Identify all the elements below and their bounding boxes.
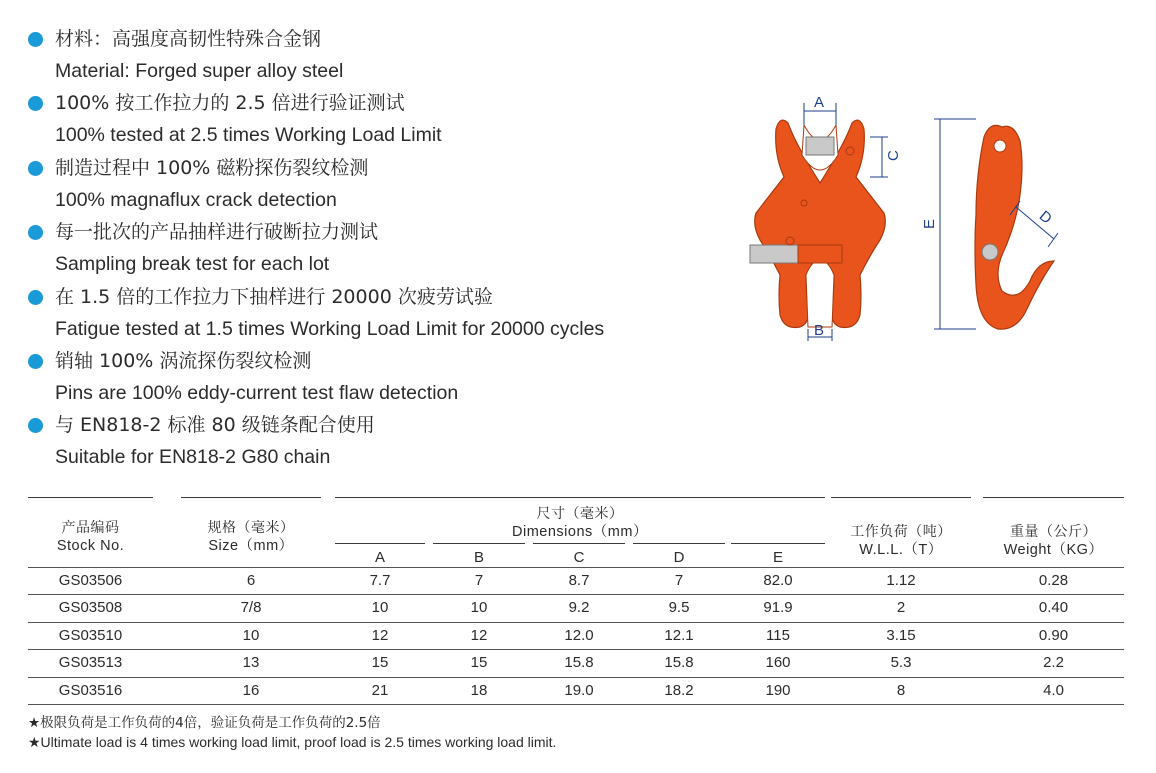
feature-en: 100% tested at 2.5 times Working Load Limit — [55, 124, 442, 147]
bullet-icon — [28, 161, 43, 176]
feature-list — [28, 26, 708, 477]
cell-a: 12 — [371, 626, 389, 644]
cell-stock: GS03513 — [58, 654, 123, 672]
bullet-icon — [28, 354, 43, 369]
cell-weight: 0.40 — [1038, 599, 1069, 617]
label-d: D — [1035, 207, 1056, 228]
feature-en: Material: Forged super alloy steel — [55, 60, 344, 82]
footnotes — [28, 714, 556, 752]
label-a: A — [814, 94, 825, 111]
cell-a: 10 — [371, 599, 389, 617]
cell-stock: GS03508 — [58, 599, 123, 617]
product-diagram — [740, 85, 1080, 345]
bullet-icon — [28, 418, 43, 433]
cell-d: 15.8 — [664, 654, 694, 672]
cell-d: 12.1 — [664, 626, 694, 644]
label-b: B — [814, 322, 825, 339]
header-dim-b: B — [473, 549, 484, 566]
feature-item — [28, 219, 708, 283]
cell-e: 91.9 — [763, 599, 793, 617]
cell-size: 6 — [246, 572, 256, 589]
cell-d: 7 — [674, 572, 684, 589]
cell-e: 115 — [766, 626, 790, 644]
cell-c: 19.0 — [564, 681, 594, 699]
header-size: 规格（毫米） Size（mm） — [207, 520, 295, 554]
feature-zh: 材料：高强度高韧性特殊合金钢 — [55, 28, 322, 50]
feature-item — [28, 348, 708, 412]
cell-b: 15 — [470, 654, 488, 672]
cell-stock: GS03510 — [58, 626, 123, 644]
bullet-icon — [28, 32, 43, 47]
feature-zh: 与 EN818-2 标准 80 级链条配合使用 — [55, 414, 375, 437]
label-c: C — [885, 150, 902, 161]
feature-zh: 100% 按工作拉力的 2.5 倍进行验证测试 — [55, 92, 405, 115]
spec-table — [28, 497, 1124, 705]
cell-wll: 5.3 — [890, 654, 912, 672]
cell-a: 21 — [371, 681, 389, 699]
bullet-icon — [28, 96, 43, 111]
feature-zh: 制造过程中 100% 磁粉探伤裂纹检测 — [55, 156, 369, 179]
cell-c: 9.2 — [568, 599, 590, 617]
cell-d: 9.5 — [668, 599, 690, 617]
feature-item — [28, 90, 708, 154]
table-row — [28, 594, 1124, 621]
header-dim-c: C — [573, 549, 585, 566]
table-row — [28, 567, 1124, 594]
cell-weight: 2.2 — [1043, 654, 1064, 672]
table-row — [28, 649, 1124, 676]
hook-drawing — [740, 85, 1080, 345]
front-view — [750, 120, 885, 327]
cell-e: 190 — [765, 681, 791, 699]
cell-c: 15.8 — [564, 654, 594, 672]
footnote-zh: ★极限负荷是工作负荷的4倍，验证负荷是工作负荷的2.5倍 — [28, 715, 381, 731]
bullet-icon — [28, 225, 43, 240]
cell-size: 13 — [242, 654, 260, 672]
feature-item — [28, 412, 708, 476]
cell-a: 7.7 — [369, 572, 391, 589]
header-dimensions: 尺寸（毫米） Dimensions（mm） — [512, 506, 648, 540]
cell-c: 8.7 — [568, 572, 590, 589]
table-body — [28, 567, 1124, 705]
feature-en: 100% magnaflux crack detection — [55, 188, 337, 211]
cell-b: 7 — [474, 572, 484, 589]
feature-en: Fatigue tested at 1.5 times Working Load Limit for 20000 cycles — [55, 317, 605, 340]
feature-zh: 在 1.5 倍的工作拉力下抽样进行 20000 次疲劳试验 — [55, 285, 493, 308]
side-view — [975, 125, 1054, 329]
cell-wll: 2 — [896, 599, 906, 617]
feature-item — [28, 155, 708, 219]
bullet-icon — [28, 290, 43, 305]
feature-en: Sampling break test for each lot — [55, 253, 330, 276]
cell-size: 16 — [242, 681, 260, 699]
header-dim-d: D — [673, 549, 685, 566]
cell-wll: 3.15 — [886, 626, 916, 644]
feature-en: Suitable for EN818-2 G80 chain — [55, 446, 331, 469]
cell-d: 18.2 — [664, 681, 694, 699]
cell-stock: GS03516 — [58, 681, 123, 699]
cell-weight: 0.28 — [1038, 572, 1069, 589]
feature-item — [28, 284, 708, 348]
cell-stock: GS03506 — [58, 572, 123, 589]
cell-b: 18 — [470, 681, 488, 699]
header-wll: 工作负荷（吨） W.L.L.（T） — [850, 524, 952, 558]
cell-a: 15 — [371, 654, 389, 672]
feature-item — [28, 26, 708, 90]
cell-c: 12.0 — [564, 626, 594, 644]
header-dim-e: E — [772, 549, 783, 566]
cell-size: 10 — [242, 626, 260, 644]
feature-en: Pins are 100% eddy-current test flaw detection — [55, 381, 459, 404]
cell-size: 7/8 — [240, 599, 262, 617]
cell-b: 10 — [470, 599, 488, 617]
table-header — [28, 503, 1124, 567]
header-weight: 重量（公斤） Weight（KG） — [1003, 524, 1104, 558]
hook-body — [975, 125, 1054, 329]
cell-weight: 0.90 — [1038, 626, 1069, 644]
header-dim-a: A — [374, 549, 385, 566]
cell-b: 12 — [470, 626, 488, 644]
table-row — [28, 622, 1124, 649]
footnote-en: ★Ultimate load is 4 times working load limit, proof load is 2.5 times working load limit. — [28, 734, 557, 750]
label-e: E — [921, 218, 938, 229]
feature-zh: 销轴 100% 涡流探伤裂纹检测 — [55, 349, 312, 372]
cell-wll: 1.12 — [886, 572, 916, 589]
feature-zh: 每一批次的产品抽样进行破断拉力测试 — [55, 221, 379, 244]
cell-e: 82.0 — [763, 572, 793, 589]
cell-e: 160 — [765, 654, 791, 672]
cell-weight: 4.0 — [1043, 681, 1064, 699]
table-row — [28, 677, 1124, 705]
header-stock: 产品编码 Stock No. — [56, 520, 125, 554]
cell-wll: 8 — [896, 681, 906, 699]
